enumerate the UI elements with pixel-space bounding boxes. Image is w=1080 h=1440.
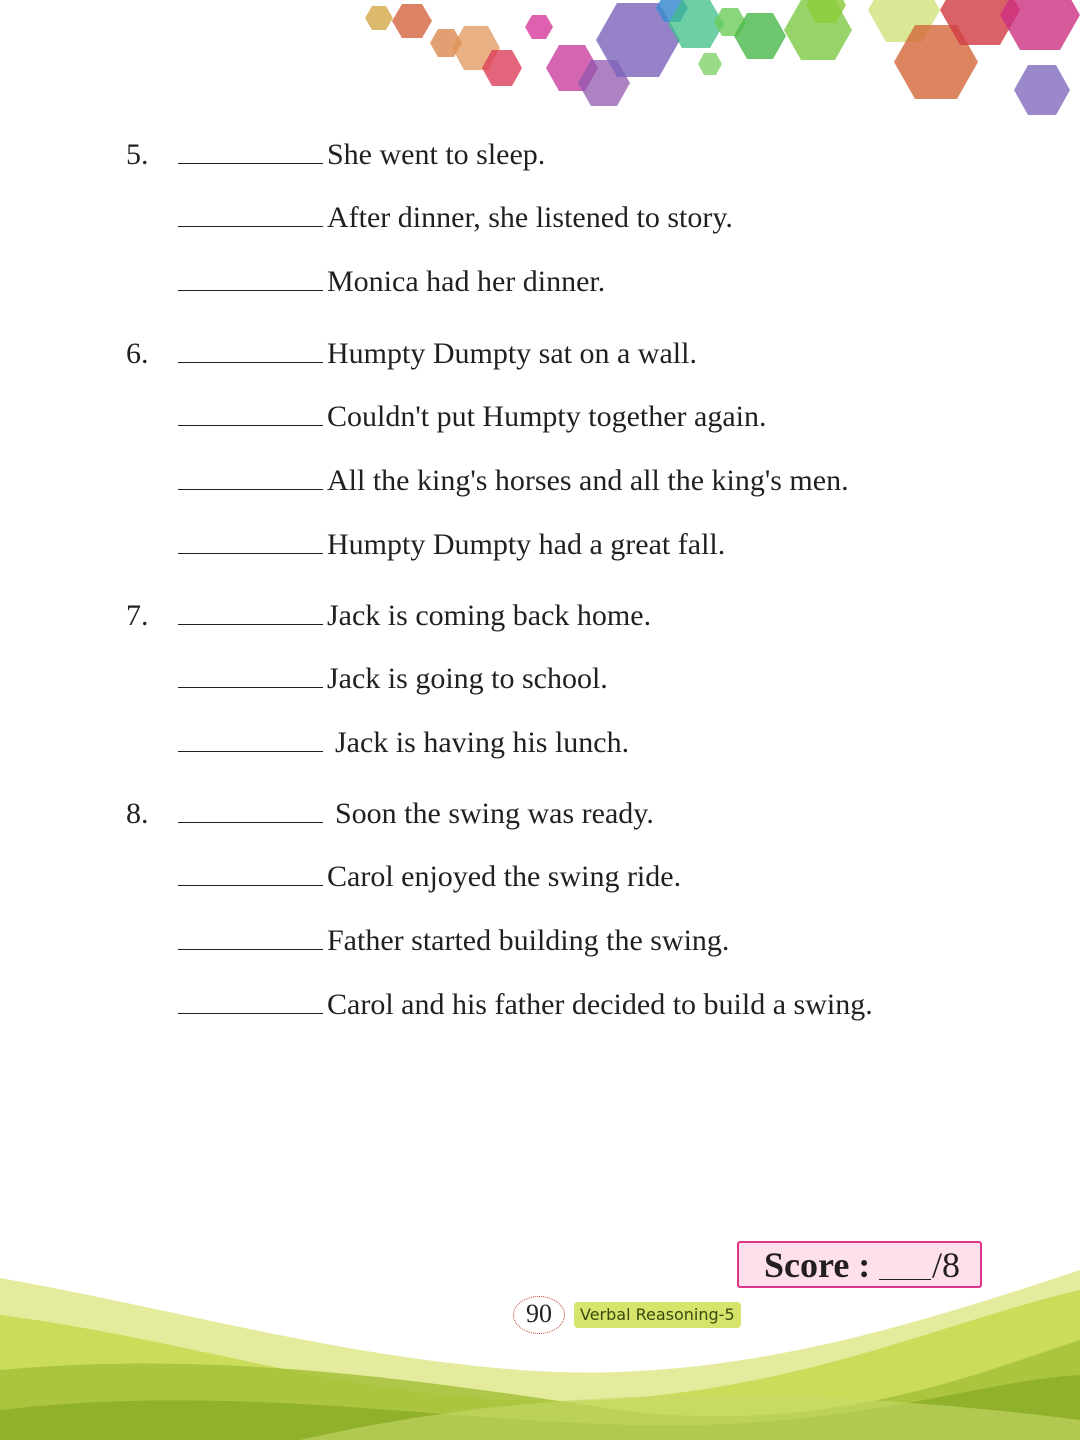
answer-blank[interactable] [178,525,323,554]
sentence-line [178,525,725,565]
answer-blank[interactable] [178,985,323,1014]
sentence-text: Carol and his father decided to build a swing. [327,988,873,1021]
answer-blank[interactable] [178,334,323,363]
answer-blank[interactable] [178,596,323,625]
sentence-line [178,985,873,1025]
score-label: Score : [764,1245,871,1285]
sentence-text: Carol enjoyed the swing ride. [327,860,682,893]
sentence-line [178,723,629,763]
answer-blank[interactable] [178,723,323,752]
answer-blank[interactable] [178,461,323,490]
sentence-text: All the king's horses and all the king's men. [327,464,849,497]
sentence-line [178,921,729,961]
sentence-text: She went to sleep. [327,138,546,171]
answer-blank[interactable] [178,921,323,950]
answer-blank[interactable] [178,135,323,164]
answer-blank[interactable] [178,794,323,823]
hexagon-decoration [0,0,1080,130]
sentence-text: Couldn't put Humpty together again. [327,400,767,433]
sentence-text: Father started building the swing. [327,924,730,957]
score-total: /8 [932,1245,961,1285]
sentence-text: Jack is having his lunch. [335,726,630,759]
sentence-text: Soon the swing was ready. [335,797,654,830]
question-number: 7. [126,599,149,632]
question-number: 6. [126,337,149,370]
sentence-text: After dinner, she listened to story. [327,201,733,234]
sentence-line [178,596,651,636]
sentence-line [178,857,681,897]
sentence-line [178,794,654,834]
sentence-line [178,198,733,238]
score-box [737,1241,982,1288]
sentence-text: Humpty Dumpty sat on a wall. [327,337,697,370]
sentence-line [178,334,697,374]
sentence-line [178,397,767,437]
answer-blank[interactable] [178,659,323,688]
answer-blank[interactable] [178,857,323,886]
sentence-line [178,461,849,501]
sentence-line [178,659,608,699]
sentence-text: Humpty Dumpty had a great fall. [327,528,726,561]
sentence-text: Jack is going to school. [327,662,608,695]
answer-blank[interactable] [178,262,323,291]
sentence-line [178,262,605,302]
answer-blank[interactable] [178,397,323,426]
page-number: 90 [513,1296,565,1334]
score-blank[interactable] [879,1279,931,1280]
sentence-line [178,135,545,175]
sentence-text: Monica had her dinner. [327,265,606,298]
question-number: 5. [126,138,149,171]
question-number: 8. [126,797,149,830]
answer-blank[interactable] [178,198,323,227]
sentence-text: Jack is coming back home. [327,599,652,632]
book-title: Verbal Reasoning-5 [574,1302,741,1328]
